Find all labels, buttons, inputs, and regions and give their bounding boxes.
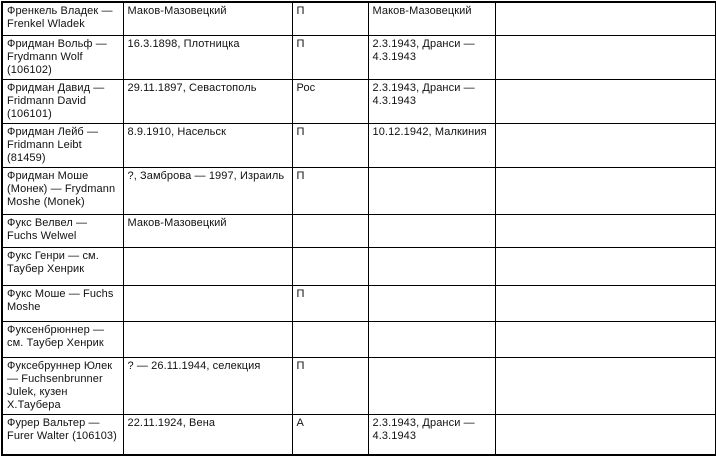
- cell-deportation: Маков-Мазовецкий: [368, 2, 495, 35]
- cell-notes: [495, 79, 716, 123]
- cell-category: П: [292, 35, 368, 79]
- cell-birth: Маков-Мазовецкий: [123, 214, 292, 247]
- cell-notes: [495, 357, 716, 414]
- cell-category: Рос: [292, 79, 368, 123]
- cell-deportation: [368, 357, 495, 414]
- cell-category: П: [292, 167, 368, 214]
- cell-birth: Маков-Мазовецкий: [123, 2, 292, 35]
- cell-deportation: [368, 167, 495, 214]
- table-row: [2, 247, 716, 285]
- cell-category: П: [292, 123, 368, 167]
- cell-birth: ?, Замброва — 1997, Израиль: [123, 167, 292, 214]
- cell-deportation: [368, 285, 495, 321]
- cell-name: Фридман Вольф — Frydmann Wolf (106102): [2, 35, 123, 79]
- cell-birth: [123, 285, 292, 321]
- cell-birth: [123, 321, 292, 357]
- table-row: [2, 414, 716, 455]
- table-row: [2, 2, 716, 35]
- cell-category: [292, 214, 368, 247]
- persons-table: [1, 1, 716, 456]
- table-row: [2, 79, 716, 123]
- cell-name: Фукс Велвел — Fuchs Welwel: [2, 214, 123, 247]
- cell-deportation: [368, 247, 495, 285]
- cell-name: Фукс Моше — Fuchs Moshe: [2, 285, 123, 321]
- cell-deportation: 2.3.1943, Дранси — 4.3.1943: [368, 35, 495, 79]
- cell-name: Фурер Вальтер — Furer Walter (106103): [2, 414, 123, 455]
- table-row: [2, 167, 716, 214]
- cell-deportation: 2.3.1943, Дранси — 4.3.1943: [368, 414, 495, 455]
- cell-category: П: [292, 2, 368, 35]
- cell-birth: 22.11.1924, Вена: [123, 414, 292, 455]
- cell-notes: [495, 35, 716, 79]
- cell-notes: [495, 247, 716, 285]
- cell-category: П: [292, 357, 368, 414]
- cell-birth: ? — 26.11.1944, селекция: [123, 357, 292, 414]
- cell-notes: [495, 321, 716, 357]
- cell-category: [292, 321, 368, 357]
- table-row: [2, 123, 716, 167]
- cell-deportation: [368, 214, 495, 247]
- cell-deportation: [368, 321, 495, 357]
- cell-name: Фридман Давид — Fridmann David (106101): [2, 79, 123, 123]
- cell-notes: [495, 285, 716, 321]
- cell-name: Фридман Моше (Монек) — Frydmann Moshe (Monek): [2, 167, 123, 214]
- cell-notes: [495, 214, 716, 247]
- cell-name: Фукс Генри — см. Таубер Хенрик: [2, 247, 123, 285]
- cell-name: Френкель Владек — Frenkel Wladek: [2, 2, 123, 35]
- cell-notes: [495, 2, 716, 35]
- table-row: [2, 214, 716, 247]
- cell-birth: 16.3.1898, Плотницка: [123, 35, 292, 79]
- cell-deportation: 10.12.1942, Малкиния: [368, 123, 495, 167]
- cell-name: Фридман Лейб — Fridmann Leibt (81459): [2, 123, 123, 167]
- table-row: [2, 35, 716, 79]
- cell-notes: [495, 167, 716, 214]
- cell-notes: [495, 414, 716, 455]
- cell-birth: [123, 247, 292, 285]
- table-row: [2, 321, 716, 357]
- cell-category: [292, 247, 368, 285]
- persons-table-body: [2, 2, 716, 455]
- cell-name: Фуксенбрюннер — см. Таубер Хенрик: [2, 321, 123, 357]
- cell-notes: [495, 123, 716, 167]
- cell-deportation: 2.3.1943, Дранси — 4.3.1943: [368, 79, 495, 123]
- table-row: [2, 285, 716, 321]
- cell-category: П: [292, 285, 368, 321]
- cell-birth: 29.11.1897, Севастополь: [123, 79, 292, 123]
- cell-birth: 8.9.1910, Насельск: [123, 123, 292, 167]
- table-row: [2, 357, 716, 414]
- cell-name: Фуксебруннер Юлек — Fuchsenbrunner Julek, кузен Х.Таубера: [2, 357, 123, 414]
- cell-category: А: [292, 414, 368, 455]
